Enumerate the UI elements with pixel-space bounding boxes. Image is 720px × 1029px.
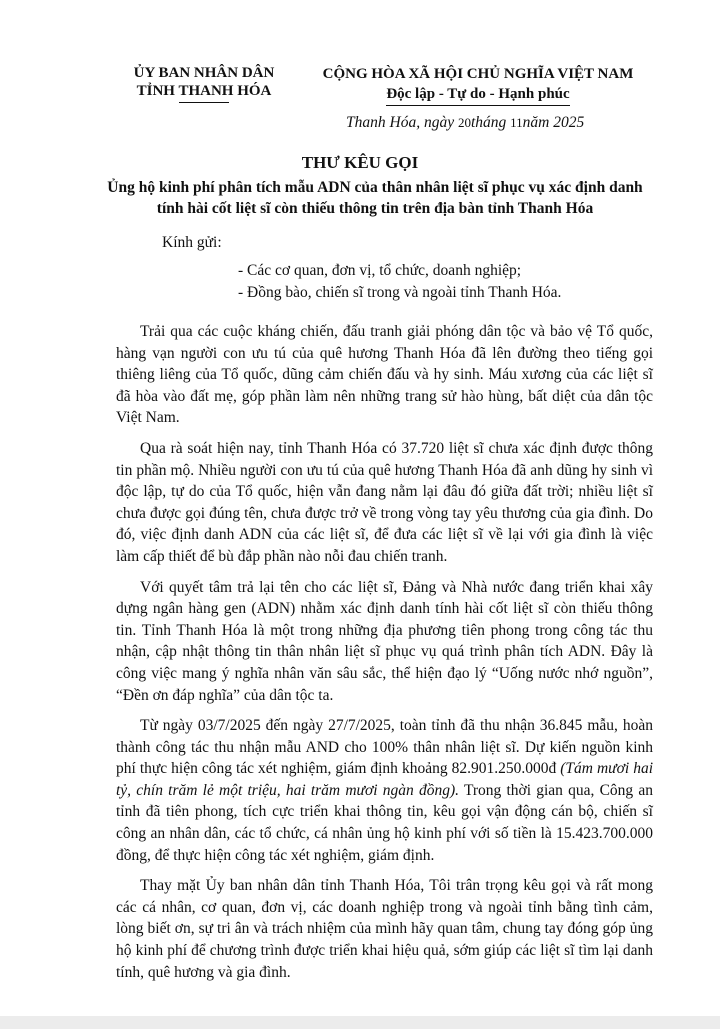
greeting-label: Kính gửi: <box>162 234 222 251</box>
body-paragraph: Thay mặt Ủy ban nhân dân tỉnh Thanh Hóa, Tôi trân trọng kêu gọi và rất mong các cá nhân, cơ quan, đơn vị, các doanh nghiệp trong và ngoài tỉnh bằng tình cảm, lòng biết ơn, sự tri ân và trách nhiệm của mình hãy quan tâm, chung tay đóng góp ủng hộ kinh phí để chương trình được triển khai hiệu quả, sớm giúp các liệt sĩ tìm lại danh tính, quê hương và gia đình. <box>116 877 653 981</box>
body-paragraph: Trải qua các cuộc kháng chiến, đấu tranh giải phóng dân tộc và bảo vệ Tổ quốc, hàng vạn người con ưu tú của quê hương Thanh Hóa đã lên đường theo tiếng gọi thiêng liêng của Tổ quốc, dũng cảm chiến đấu và hy sinh. Máu xương của các liệt sĩ đã hòa vào đất mẹ, góp phần làm nên những trang sử hào hùng, bất diệt của dân tộc Việt Nam. <box>116 323 653 427</box>
police-contribution-text: Trong thời gian qua, Công an tỉnh đã tiên phong, tích cực triển khai thông tin, kêu gọi vận động cán bộ, chiến sĩ công an nhân dân, các tổ chức, cá nhân ủng hộ kinh phí với số tiền là 15.423.700.000 đồng, để thực hiện công tác xét nghiệm, giám định. <box>116 781 654 864</box>
national-heading-block <box>300 64 656 106</box>
dateline-year: năm 2025 <box>522 114 585 131</box>
issuing-agency-block <box>118 64 290 103</box>
viewer-bottom-bar <box>0 1016 720 1029</box>
recipient-line: - Đồng bào, chiến sĩ trong và ngoài tỉnh Thanh Hóa. <box>238 284 562 301</box>
agency-underline <box>179 102 229 103</box>
dateline-place: Thanh Hóa, ngày <box>346 114 455 131</box>
dateline-day: 20 <box>457 115 471 130</box>
funding-text: Từ ngày 03/7/2025 đến ngày 27/7/2025, toàn tỉnh đã thu nhận 36.845 mẫu, hoàn thành công tác thu nhận mẫu AND cho 100% thân nhân liệt sĩ. Dự kiến nguồn kinh phí thực hiện công tác xét nghiệm, giám định khoảng 82.901.250.000đ <box>116 717 653 778</box>
dateline-month: 11 <box>510 115 523 130</box>
document-title: THƯ KÊU GỌI <box>301 153 419 172</box>
recipient-line: - Các cơ quan, đơn vị, tổ chức, doanh nghiệp; <box>238 262 522 279</box>
agency-line-2: TỈNH THANH HÓA <box>136 83 272 99</box>
agency-line-1: ỦY BAN NHÂN DÂN <box>133 65 275 81</box>
dateline <box>346 114 584 132</box>
body-paragraph <box>116 715 653 866</box>
document-subtitle: Ủng hộ kinh phí phân tích mẫu ADN của thân nhân liệt sĩ phục vụ xác định danh tính hài cốt liệt sĩ còn thiếu thông tin trên địa bàn tỉnh Thanh Hóa <box>107 179 643 217</box>
nation-name: CỘNG HÒA XÃ HỘI CHỦ NGHĨA VIỆT NAM <box>322 66 634 82</box>
amount-in-words: (Tám mươi hai tỷ, chín trăm lẻ một triệu, hai trăm mươi ngàn đồng). <box>116 760 654 799</box>
dateline-month-word: tháng <box>470 114 507 131</box>
national-motto: Độc lập - Tự do - Hạnh phúc <box>386 84 569 106</box>
body-paragraph: Qua rà soát hiện nay, tỉnh Thanh Hóa có 37.720 liệt sĩ chưa xác định được thông tin phần mộ. Nhiều người con ưu tú của quê hương Thanh Hóa đã anh dũng hy sinh vì độc lập, tự do của Tổ quốc, hiện vẫn đang nằm lại đâu đó giữa đất trời; nhiều liệt sĩ chưa được gọi đúng tên, chưa được trở về trong vòng tay yêu thương của gia đình. Do đó, việc định danh ADN của các liệt sĩ, để đưa các liệt sĩ về lại với gia đình là việc làm cấp thiết để bù đắp phần nào nỗi đau chiến tranh. <box>116 439 653 565</box>
letter-body <box>116 321 653 992</box>
body-paragraph: Với quyết tâm trả lại tên cho các liệt sĩ, Đảng và Nhà nước đang triển khai xây dựng ngân hàng gen (ADN) nhằm xác định danh tính hài cốt liệt sĩ còn thiếu thông tin. Tỉnh Thanh Hóa là một trong những địa phương tiên phong trong công tác thu nhận, cập nhật thông tin thân nhân liệt sĩ phục vụ quá trình phân tích ADN. Đây là công việc mang ý nghĩa nhân văn sâu sắc, thể hiện đạo lý “Uống nước nhớ nguồn”, “Đền ơn đáp nghĩa” của dân tộc ta. <box>116 578 653 704</box>
